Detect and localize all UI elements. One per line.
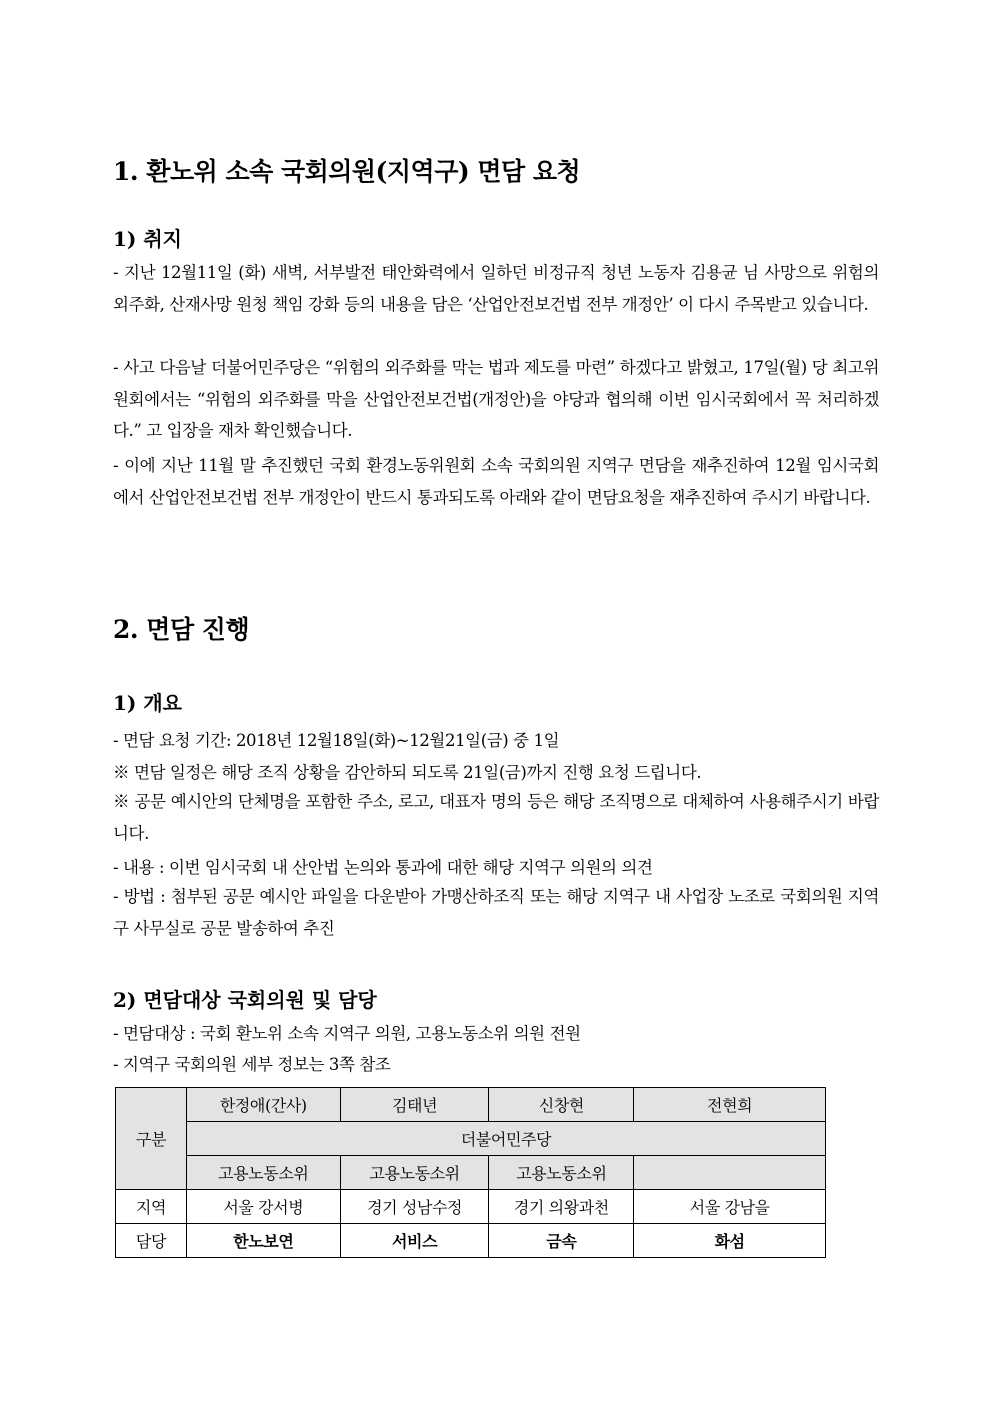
section1-title: 1. 환노위 소속 국회의원(지역구) 면담 요청 xyxy=(113,157,581,186)
table-row xyxy=(116,1156,826,1190)
committee-cell: 고용노동소위 xyxy=(186,1156,340,1190)
member-name-cell: 신창현 xyxy=(489,1088,634,1122)
member-name-cell: 김태년 xyxy=(340,1088,489,1122)
charge-cell: 화섬 xyxy=(634,1224,826,1258)
overview-note-1: ※ 면담 일정은 해당 조직 상황을 감안하되 되도록 21일(금)까지 진행 요청 드립니다. xyxy=(113,763,702,782)
section2-title: 2. 면담 진행 xyxy=(113,615,250,644)
purpose-paragraph-2: - 사고 다음날 더불어민주당은 “위험의 외주화를 막는 법과 제도를 마련” 하겠다고 밝혔고, 17일(월) 당 최고위원회에서는 “위험의 외주화를 막을 산업안전보건법(개정안)을 야당과 협의해 이번 임시국회에서 꼭 처리하겠다.” 고 입장을 재차 확인했습니다. xyxy=(113,358,879,440)
members-table xyxy=(115,1087,826,1258)
region-cell: 경기 의왕과천 xyxy=(489,1190,634,1224)
table-row xyxy=(116,1122,826,1156)
table-row xyxy=(116,1190,826,1224)
region-cell: 경기 성남수정 xyxy=(340,1190,489,1224)
charge-cell: 서비스 xyxy=(340,1224,489,1258)
member-name-cell: 한정애(간사) xyxy=(186,1088,340,1122)
region-cell: 서울 강서병 xyxy=(186,1190,340,1224)
region-label-cell: 지역 xyxy=(116,1190,187,1224)
region-cell: 서울 강남을 xyxy=(634,1190,826,1224)
purpose-paragraph-3: - 이에 지난 11월 말 추진했던 국회 환경노동위원회 소속 국회의원 지역구 면담을 재추진하여 12월 임시국회에서 산업안전보건법 전부 개정안이 반드시 통과되도록 아래와 같이 면담요청을 재추진하여 주시기 바랍니다. xyxy=(113,456,879,507)
overview-period: - 면담 요청 기간: 2018년 12월18일(화)~12월21일(금) 중 1일 xyxy=(113,731,560,750)
party-cell: 더불어민주당 xyxy=(186,1122,825,1156)
targets-heading: 2) 면담대상 국회의원 및 담당 xyxy=(113,988,377,1012)
overview-heading: 1) 개요 xyxy=(113,691,182,715)
purpose-heading: 1) 취지 xyxy=(113,227,182,251)
charge-label-cell: 담당 xyxy=(116,1224,187,1258)
committee-cell xyxy=(634,1156,826,1190)
committee-cell: 고용노동소위 xyxy=(340,1156,489,1190)
table-row xyxy=(116,1088,826,1122)
overview-note-2: ※ 공문 예시안의 단체명을 포함한 주소, 로고, 대표자 명의 등은 해당 조직명으로 대체하여 사용해주시기 바랍니다. xyxy=(113,792,879,843)
targets-line-2: - 지역구 국회의원 세부 정보는 3쪽 참조 xyxy=(113,1055,391,1074)
category-label-cell: 구분 xyxy=(116,1088,187,1190)
committee-cell: 고용노동소위 xyxy=(489,1156,634,1190)
member-name-cell: 전현희 xyxy=(634,1088,826,1122)
purpose-paragraph-1: - 지난 12월11일 (화) 새벽, 서부발전 태안화력에서 일하던 비정규직 청년 노동자 김용균 님 사망으로 위험의 외주화, 산재사망 원청 책임 강화 등의 내용을 담은 ‘산업안전보건법 전부 개정안’ 이 다시 주목받고 있습니다. xyxy=(113,263,879,314)
charge-cell: 한노보연 xyxy=(186,1224,340,1258)
overview-content: - 내용 : 이번 임시국회 내 산안법 논의와 통과에 대한 해당 지역구 의원의 의견 xyxy=(113,858,653,877)
table-row xyxy=(116,1224,826,1258)
charge-cell: 금속 xyxy=(489,1224,634,1258)
targets-line-1: - 면담대상 : 국회 환노위 소속 지역구 의원, 고용노동소위 의원 전원 xyxy=(113,1024,581,1043)
overview-method: - 방법 : 첨부된 공문 예시안 파일을 다운받아 가맹산하조직 또는 해당 지역구 내 사업장 노조로 국회의원 지역구 사무실로 공문 발송하여 추진 xyxy=(113,887,879,938)
